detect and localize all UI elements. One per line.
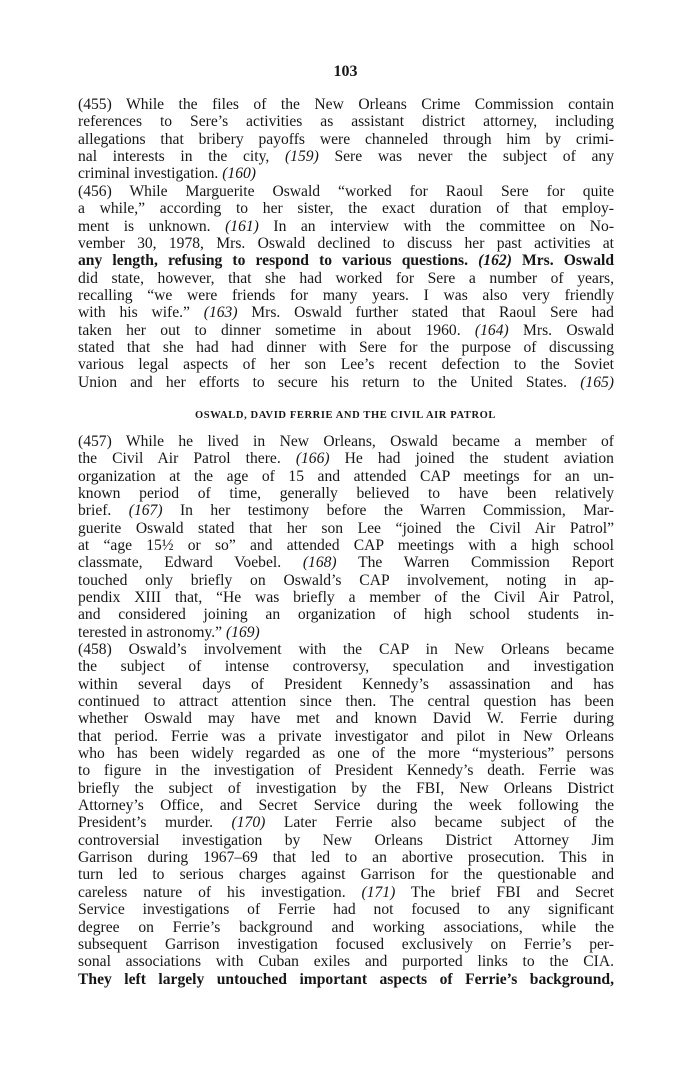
text-line: pendix XIII that, “He was briefly a member of the Civil Air Patrol, (78, 589, 614, 607)
text-line: guerite Oswald stated that her son Lee “joined the Civil Air Patrol” (78, 519, 614, 537)
text-line: any length, refusing to respond to various questions. (162) Mrs. Oswald (78, 252, 614, 270)
text-line: ment is unknown. (161) In an interview with the committee on No- (78, 217, 615, 235)
text-line: recalling “we were friends for many years. I was also very friendly (78, 287, 614, 305)
text-line: Attorney’s Office, and Secret Service during the week following the (78, 797, 614, 815)
text-line: turn led to serious charges against Garrison for the questionable and (78, 866, 614, 884)
text-line: who has been widely regarded as one of the more “mysterious” persons (78, 745, 614, 763)
text-line: (458) Oswald’s involvement with the CAP in New Orleans became (78, 641, 614, 658)
paragraph-457 (78, 433, 614, 641)
text-line: They left largely untouched important aspects of Ferrie’s background, (78, 970, 614, 988)
text-line: classmate, Edward Voebel. (168) The Warren Commission Report (78, 554, 615, 572)
text-line: Union and her efforts to secure his return to the United States. (165) (78, 373, 614, 391)
text-line: organization at the age of 15 and attended CAP meetings for an un- (78, 467, 614, 485)
text-line: Service investigations of Ferrie had not focused to any significant (78, 901, 614, 919)
text-line: a while,” according to her sister, the exact duration of that employ- (78, 200, 614, 218)
text-line: Garrison during 1967–69 that led to an abortive prosecution. This in (78, 849, 614, 867)
text-line: allegations that bribery payoffs were channeled through him by crimi- (78, 130, 614, 148)
page-number: 103 (333, 63, 358, 80)
text-line: stated that she had had dinner with Sere for the purpose of discussing (78, 339, 614, 357)
text-line: the subject of intense controversy, speculation and investigation (78, 658, 614, 676)
text-line: (457) While he lived in New Orleans, Oswald became a member of (78, 433, 614, 450)
text-line: taken her out to dinner sometime in about 1960. (164) Mrs. Oswald (78, 321, 615, 339)
text-line: to figure in the investigation of President Kennedy’s death. Ferrie was (78, 762, 614, 780)
text-line: terested in astronomy.” (169) (78, 623, 260, 641)
text-line: briefly the subject of investigation by the FBI, New Orleans District (78, 779, 614, 797)
text-line: brief. (167) In her testimony before the Warren Commission, Mar- (78, 502, 615, 520)
text-line: touched only briefly on Oswald’s CAP involvement, noting in ap- (78, 571, 614, 589)
text-line: references to Sere’s activities as assistant district attorney, including (78, 113, 614, 131)
text-line: (456) While Marguerite Oswald “worked for Raoul Sere for quite (78, 183, 614, 200)
text-line: President’s murder. (170) Later Ferrie also became subject of the (78, 814, 614, 832)
paragraph-456 (78, 183, 614, 391)
text-line: continued to attract attention since then. The central question has been (78, 693, 614, 711)
text-line: sonal associations with Cuban exiles and purported links to the CIA. (78, 953, 614, 971)
section-heading: OSWALD, DAVID FERRIE AND THE CIVIL AIR PATROL (194, 410, 497, 421)
text-line: subsequent Garrison investigation focused exclusively on Ferrie’s per- (78, 935, 614, 953)
text-line: and considered joining an organization of high school students in- (78, 606, 614, 624)
text-line: (455) While the files of the New Orleans Crime Commission contain (78, 96, 614, 113)
text-line: at “age 15½ or so” and attended CAP meetings with a high school (78, 537, 614, 555)
text-line: whether Oswald may have met and known David W. Ferrie during (78, 710, 614, 728)
text-line: nal interests in the city, (159) Sere was never the subject of any (78, 148, 614, 166)
text-line: known period of time, generally believed to have been relatively (78, 485, 614, 503)
text-line: that period. Ferrie was a private investigator and pilot in New Orleans (78, 727, 614, 745)
text-line: controversial investigation by New Orleans District Attorney Jim (78, 831, 614, 849)
text-line: vember 30, 1978, Mrs. Oswald declined to discuss her past activities at (78, 235, 614, 253)
text-line: various legal aspects of her son Lee’s recent defection to the Soviet (78, 356, 614, 374)
text-line: careless nature of his investigation. (171) The brief FBI and Secret (78, 883, 614, 901)
text-line: did state, however, that she had worked for Sere a number of years, (78, 269, 614, 287)
paragraph-455 (78, 96, 614, 183)
text-line: degree on Ferrie’s background and working associations, while the (78, 918, 614, 936)
text-line: the Civil Air Patrol there. (166) He had joined the student aviation (78, 450, 614, 468)
text-line: criminal investigation. (160) (78, 165, 256, 183)
text-line: within several days of President Kennedy’s assassination and has (78, 675, 614, 693)
paragraph-458 (78, 641, 614, 988)
text-line: with his wife.” (163) Mrs. Oswald further stated that Raoul Sere had (78, 304, 614, 322)
